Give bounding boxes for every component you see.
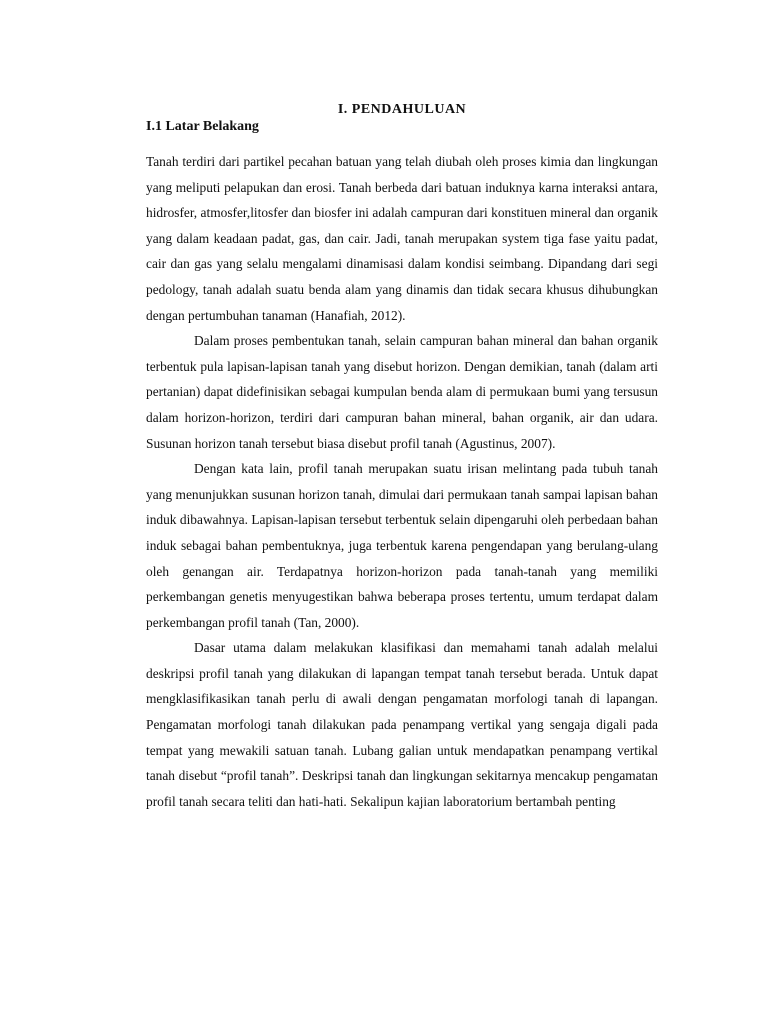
paragraph-2: Dalam proses pembentukan tanah, selain campuran bahan mineral dan bahan organik terbentuk pula lapisan-lapisan tanah yang disebut horizon. Dengan demikian, tanah (dalam arti pertanian) dapat didefinisikan sebagai kumpulan benda alam di permukaan bumi yang tersusun dalam horizon-horizon, terdiri dari campuran bahan mineral, bahan organik, air dan udara. Susunan horizon tanah tersebut biasa disebut profil tanah (Agustinus, 2007). [146,333,658,451]
paragraph-3: Dengan kata lain, profil tanah merupakan suatu irisan melintang pada tubuh tanah yang menunjukkan susunan horizon tanah, dimulai dari permukaan tanah sampai lapisan bahan induk dibawahnya. Lapisan-lapisan tersebut terbentuk selain dipengaruhi oleh perbedaan bahan induk sebagai bahan pembentuknya, juga terbentuk karena pengendapan yang berulang-ulang oleh genangan air. Terdapatnya horizon-horizon pada tanah-tanah yang memiliki perkembangan genetis menyugestikan bahwa beberapa proses tertentu, umum terdapat dalam perkembangan profil tanah (Tan, 2000). [146,461,658,630]
paragraph-1: Tanah terdiri dari partikel pecahan batuan yang telah diubah oleh proses kimia dan lingkungan yang meliputi pelapukan dan erosi. Tanah berbeda dari batuan induknya karna interaksi antara, hidrosfer, atmosfer,litosfer dan biosfer ini adalah campuran dari konstituen mineral dan organik yang dalam keadaan padat, gas, dan cair. Jadi, tanah merupakan system tiga fase yaitu padat, cair dan gas yang selalu mengalami dinamisasi dalam kondisi seimbang. Dipandang dari segi pedology, tanah adalah suatu benda alam yang dinamis dan tidak secara khusus dihubungkan dengan pertumbuhan tanaman (Hanafiah, 2012). [146,154,658,323]
chapter-title: I. PENDAHULUAN [337,102,467,117]
paragraph-4: Dasar utama dalam melakukan klasifikasi dan memahami tanah adalah melalui deskripsi profil tanah yang dilakukan di lapangan tempat tanah tersebut berada. Untuk dapat mengklasifikasikan tanah perlu di awali dengan pengamatan morfologi tanah di lapangan. Pengamatan morfologi tanah dilakukan pada penampang vertikal yang sengaja digali pada tempat yang mewakili satuan tanah. Lubang galian untuk mendapatkan penampang vertikal tanah disebut “profil tanah”. Deskripsi tanah dan lingkungan sekitarnya mencakup pengamatan profil tanah secara teliti dan hati-hati. Sekalipun kajian laboratorium bertambah penting [146,640,658,809]
section-title: I.1 Latar Belakang [146,119,259,134]
document-page [146,100,658,814]
